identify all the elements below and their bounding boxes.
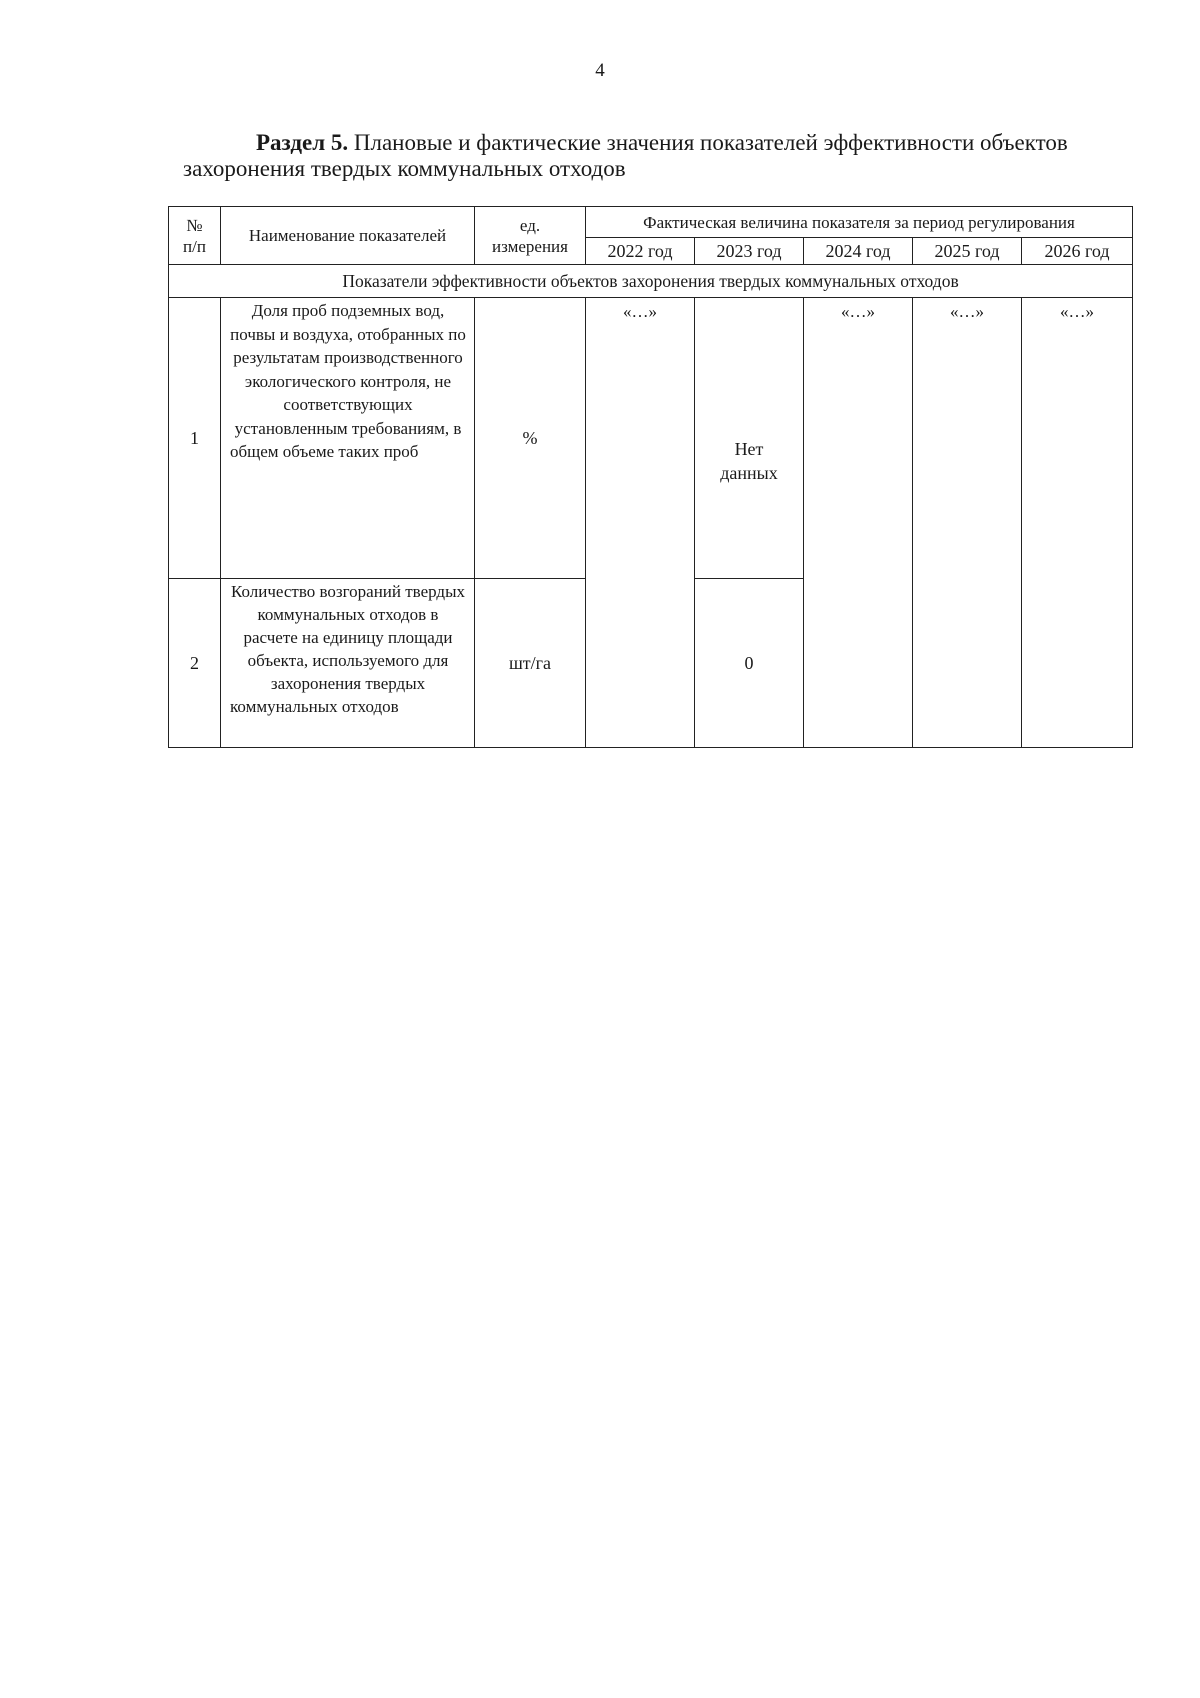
header-year-2025: 2025 год	[913, 238, 1022, 265]
value-2026: «…»	[1022, 298, 1133, 748]
row-value-2023: 0	[695, 579, 804, 748]
section-title-part1: Плановые и фактические значения показателей эффективности объектов	[353, 130, 1068, 155]
header-year-2023: 2023 год	[695, 238, 804, 265]
header-number: № п/п	[169, 207, 221, 265]
value-2025: «…»	[913, 298, 1022, 748]
page-number: 4	[595, 60, 605, 81]
header-row	[169, 207, 1133, 238]
section-label: Раздел 5.	[256, 130, 349, 155]
header-year-2022: 2022 год	[586, 238, 695, 265]
group-title: Показатели эффективности объектов захоронения твердых коммунальных отходов	[169, 265, 1133, 298]
row-name: Доля проб подземных вод, почвы и воздуха, отобранных по результатам производственного экологического контроля, не соответствующих установленным требованиям, в общем объеме таких проб	[221, 298, 475, 579]
row-unit: шт/га	[475, 579, 586, 748]
row-name: Количество возгораний твердых коммунальных отходов в расчете на единицу площади объекта, используемого для захоронения твердых коммунальных отходов	[221, 579, 475, 748]
indicators-table	[168, 206, 1133, 748]
row-number: 2	[169, 579, 221, 748]
header-year-2024: 2024 год	[804, 238, 913, 265]
row-number: 1	[169, 298, 221, 579]
table-row	[169, 298, 1133, 579]
row-value-2023: Нет данных	[695, 298, 804, 579]
row-unit: %	[475, 298, 586, 579]
group-row	[169, 265, 1133, 298]
header-period: Фактическая величина показателя за период регулирования	[586, 207, 1133, 238]
value-2022: «…»	[586, 298, 695, 748]
section-heading-line1	[183, 130, 1133, 156]
section-title-part2: захоронения твердых коммунальных отходов	[183, 156, 626, 181]
value-2024: «…»	[804, 298, 913, 748]
header-unit: ед. измерения	[475, 207, 586, 265]
header-name: Наименование показателей	[221, 207, 475, 265]
section-heading	[183, 130, 1133, 182]
header-year-2026: 2026 год	[1022, 238, 1133, 265]
